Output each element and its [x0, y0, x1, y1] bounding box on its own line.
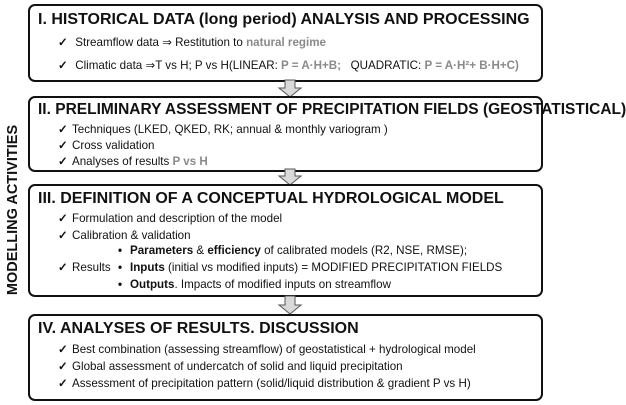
box4-item: ✓ Assessment of precipitation pattern (solid/liquid distribution & gradient P vs H) — [58, 377, 471, 390]
check-icon: ✓ — [58, 360, 68, 373]
hydrological-model-box — [28, 184, 543, 297]
check-icon: ✓ — [58, 59, 68, 72]
result-outputs: • Outputs. Impacts of modified inputs on streamflow — [118, 278, 391, 291]
result-inputs: • Inputs (initial vs modified inputs) = MODIFIED PRECIPITATION FIELDS — [118, 261, 503, 274]
check-icon: ✓ — [58, 123, 68, 136]
historical-data-box — [28, 4, 543, 82]
check-icon: ✓ — [58, 36, 68, 49]
box4-item: ✓ Global assessment of undercatch of solid and liquid precipitation — [58, 360, 403, 373]
box2-item: ✓ Techniques (LKED, QKED, RK; annual & monthly variogram ) — [58, 123, 388, 136]
box2-item: ✓ Cross validation — [58, 139, 155, 152]
box4-title: IV. ANALYSES OF RESULTS. DISCUSSION — [38, 320, 359, 337]
box1-line-climatic: ✓ Climatic data ⇒T vs H; P vs H(LINEAR: P = A·H+B; QUADRATIC: P = A·H²+ B·H+C) — [58, 59, 519, 72]
check-icon: ✓ — [58, 261, 68, 274]
box3-item: ✓ Calibration & validation — [58, 229, 191, 242]
check-icon: ✓ — [58, 212, 68, 225]
bullet-icon: • — [118, 261, 123, 274]
check-icon: ✓ — [58, 155, 68, 168]
box2-title: II. PRELIMINARY ASSESSMENT OF PRECIPITATION FIELDS (GEOSTATISTICAL) — [38, 101, 626, 118]
analyses-results-box — [28, 314, 543, 401]
check-icon: ✓ — [58, 229, 68, 242]
box3-title: III. DEFINITION OF A CONCEPTUAL HYDROLOGICAL MODEL — [38, 190, 504, 207]
box1-line-streamflow: ✓ Streamflow data ⇒ Restitution to natural regime — [58, 36, 326, 49]
modelling-activities-label — [1, 110, 23, 310]
preliminary-assessment-box — [28, 96, 626, 172]
down-arrow-icon — [278, 296, 302, 315]
box1-title: I. HISTORICAL DATA (long period) ANALYSIS AND PROCESSING — [38, 11, 530, 28]
check-icon: ✓ — [58, 139, 68, 152]
box4-item: ✓ Best combination (assessing streamflow) of geostatistical + hydrological model — [58, 343, 476, 356]
check-icon: ✓ — [58, 343, 68, 356]
bullet-icon: • — [118, 244, 123, 257]
box3-results-label: ✓ Results — [58, 261, 111, 274]
box2-item: ✓ Analyses of results P vs H — [58, 155, 208, 168]
result-parameters: • Parameters & efficiency of calibrated models (R2, NSE, RMSE); — [118, 244, 468, 257]
box3-item: ✓ Formulation and description of the model — [58, 212, 283, 225]
bullet-icon: • — [118, 278, 123, 291]
check-icon: ✓ — [58, 377, 68, 390]
svg-text:MODELLING ACTIVITIES: MODELLING ACTIVITIES — [5, 124, 21, 296]
